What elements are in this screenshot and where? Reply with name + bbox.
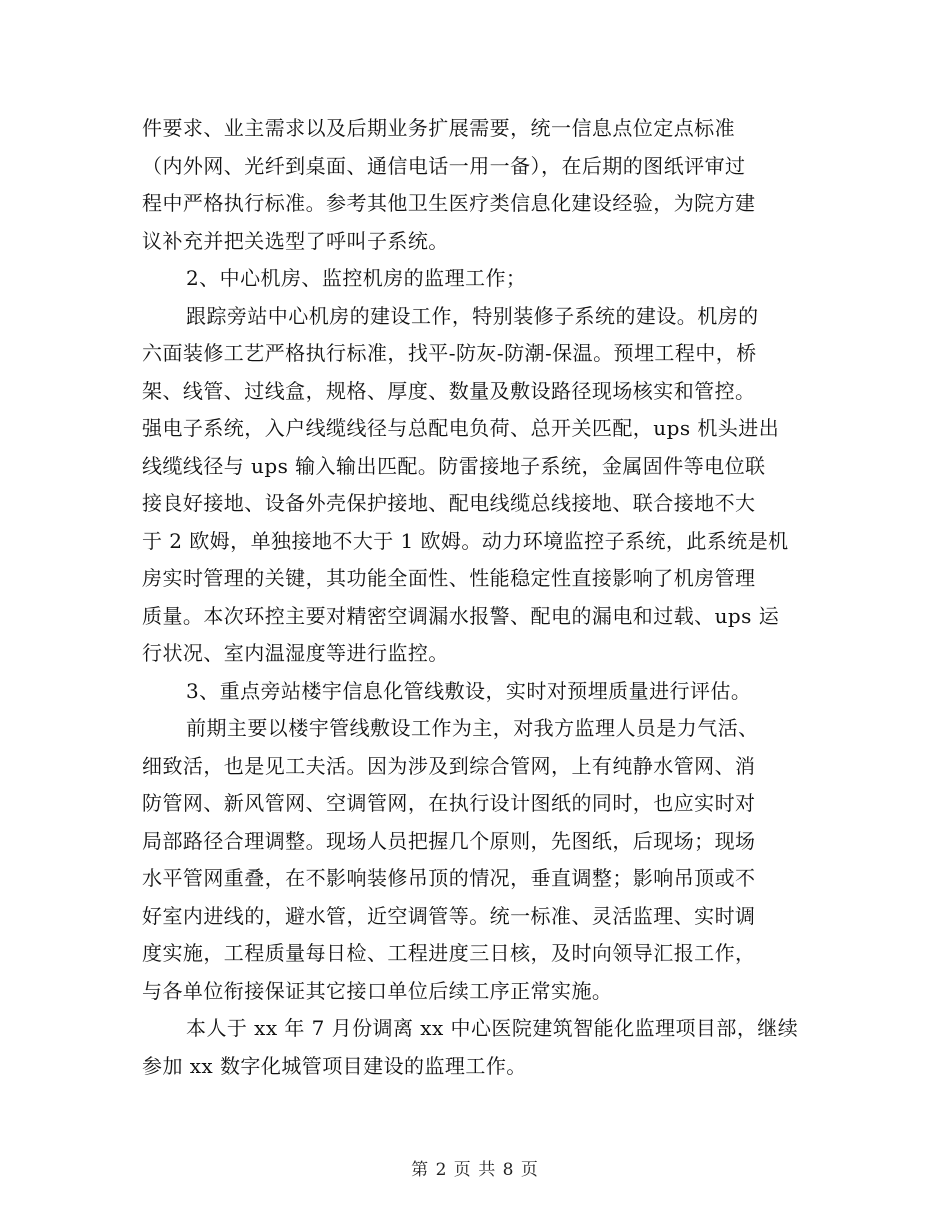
- document-body: [142, 110, 812, 1085]
- text-line: （内外网、光纤到桌面、通信电话一用一备），在后期的图纸评审过: [142, 153, 746, 178]
- text-line: 强电子系统，入户线缆线径与总配电负荷、总开关匹配，ups 机头进出: [142, 416, 780, 440]
- text-line: 细致活，也是见工夫活。因为涉及到综合管网，上有纯静水管网、消: [142, 753, 756, 778]
- text-line: 接良好接地、设备外壳保护接地、配电线缆总线接地、联合接地不大: [142, 491, 756, 515]
- text-line: 议补充并把关选型了呼叫子系统。: [142, 228, 449, 253]
- text-line: 前期主要以楼宇管线敷设工作为主，对我方监理人员是力气活、: [186, 716, 759, 740]
- text-line: 房实时管理的关键，其功能全面性、性能稳定性直接影响了机房管理: [142, 566, 756, 590]
- text-line: 于 2 欧姆，单独接地不大于 1 欧姆。动力环境监控子系统，此系统是机: [142, 528, 789, 553]
- text-line: 3、重点旁站楼宇信息化管线敷设，实时对预埋质量进行评估。: [186, 678, 752, 703]
- text-line: 参加 xx 数字化城管项目建设的监理工作。: [142, 1053, 527, 1078]
- text-line: 程中严格执行标准。参考其他卫生医疗类信息化建设经验，为院方建: [142, 191, 756, 215]
- text-line: 本人于 xx 年 7 月份调离 xx 中心医院建筑智能化监理项目部，继续: [186, 1016, 799, 1040]
- text-line: 架、线管、过线盒，规格、厚度、数量及敷设路径现场核实和管控。: [142, 378, 756, 403]
- text-line: 质量。本次环控主要对精密空调漏水报警、配电的漏电和过载、ups 运: [142, 603, 780, 628]
- text-line: 度实施，工程质量每日检、工程进度三日核，及时向领导汇报工作，: [142, 941, 756, 965]
- text-line: 与各单位衔接保证其它接口单位后续工序正常实施。: [142, 978, 613, 1003]
- text-line: 局部路径合理调整。现场人员把握几个原则，先图纸，后现场；现场: [142, 828, 756, 853]
- text-line: 防管网、新风管网、空调管网，在执行设计图纸的同时，也应实时对: [142, 791, 756, 815]
- text-line: 跟踪旁站中心机房的建设工作，特别装修子系统的建设。机房的: [186, 303, 759, 328]
- text-line: 水平管网重叠，在不影响装修吊顶的情况，垂直调整；影响吊顶或不: [142, 866, 756, 890]
- text-line: 六面装修工艺严格执行标准，找平-防灰-防潮-保温。预埋工程中，桥: [142, 341, 757, 365]
- text-line: 2、中心机房、监控机房的监理工作；: [186, 266, 527, 290]
- text-line: 线缆线径与 ups 输入输出匹配。防雷接地子系统，金属固件等电位联: [142, 453, 766, 478]
- text-line: 行状况、室内温湿度等进行监控。: [142, 641, 449, 665]
- text-line: 好室内进线的，避水管，近空调管等。统一标准、灵活监理、实时调: [142, 903, 756, 928]
- text-line: 件要求、业主需求以及后期业务扩展需要，统一信息点位定点标准: [142, 116, 736, 140]
- page-footer: 第 2 页 共 8 页: [411, 1160, 539, 1180]
